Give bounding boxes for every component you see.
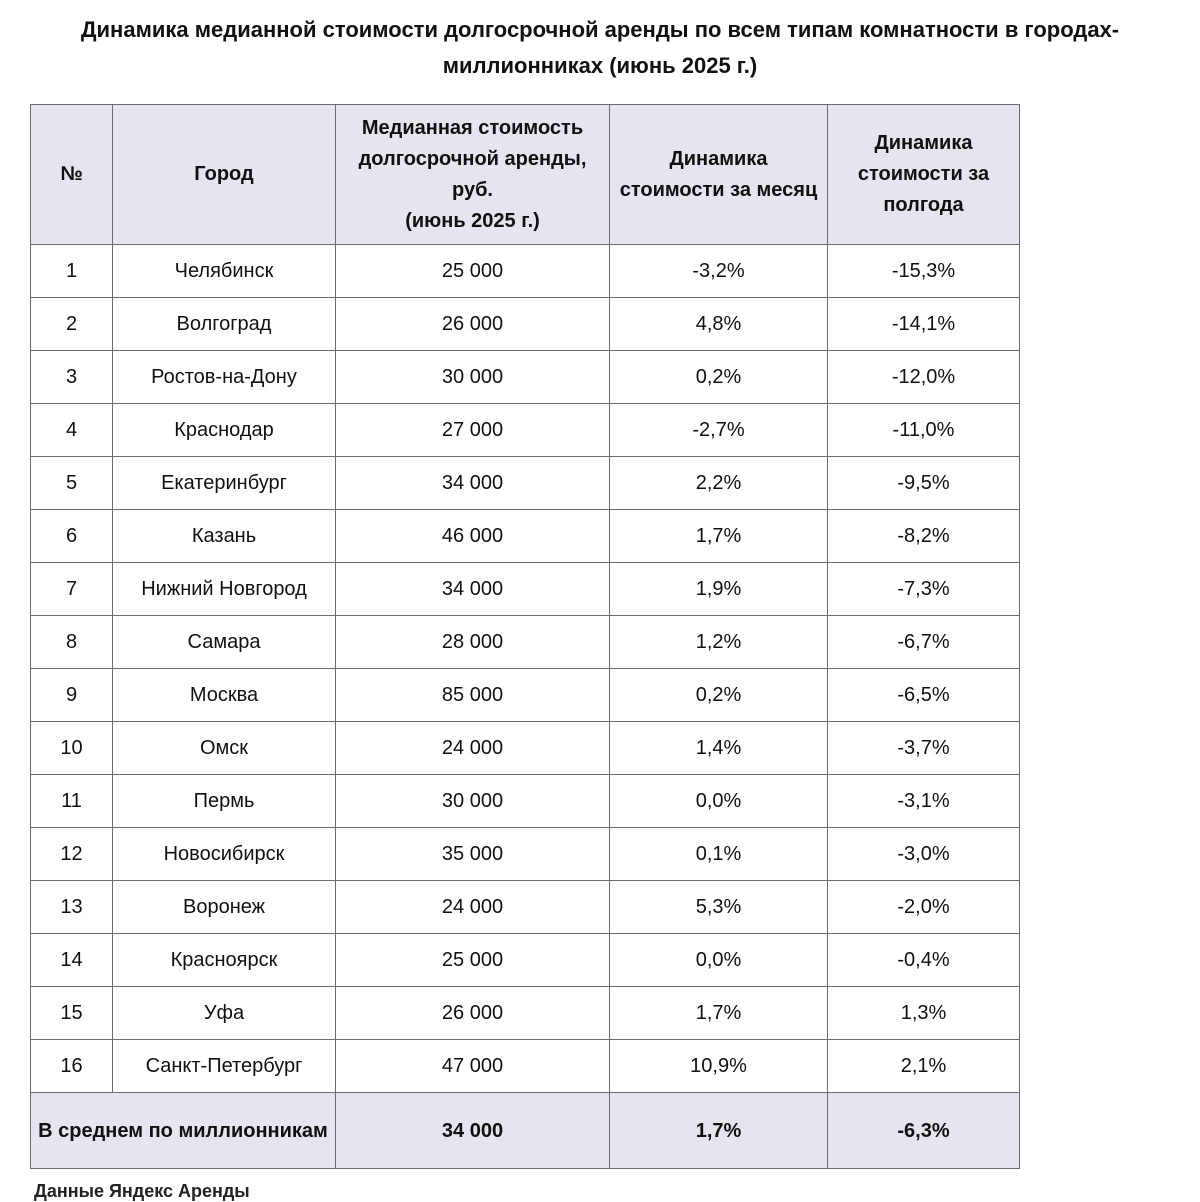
cell-number: 6 bbox=[31, 510, 113, 563]
cell-city: Самара bbox=[113, 616, 336, 669]
cell-number: 15 bbox=[31, 987, 113, 1040]
table-row bbox=[31, 457, 1020, 510]
cell-city: Воронеж bbox=[113, 881, 336, 934]
cell-month-dynamics: 0,0% bbox=[610, 775, 828, 828]
cell-city: Волгоград bbox=[113, 298, 336, 351]
cell-halfyear-dynamics: -0,4% bbox=[828, 934, 1020, 987]
cell-city: Пермь bbox=[113, 775, 336, 828]
table-row bbox=[31, 298, 1020, 351]
header-month-dynamics: Динамика стоимости за месяц bbox=[610, 105, 828, 245]
cell-month-dynamics: 0,0% bbox=[610, 934, 828, 987]
cell-price: 47 000 bbox=[336, 1040, 610, 1093]
cell-number: 16 bbox=[31, 1040, 113, 1093]
cell-halfyear-dynamics: 1,3% bbox=[828, 987, 1020, 1040]
table-row bbox=[31, 722, 1020, 775]
cell-price: 30 000 bbox=[336, 351, 610, 404]
cell-price: 27 000 bbox=[336, 404, 610, 457]
cell-halfyear-dynamics: -3,0% bbox=[828, 828, 1020, 881]
table-header-row bbox=[31, 105, 1020, 245]
cell-halfyear-dynamics: -2,0% bbox=[828, 881, 1020, 934]
table-row bbox=[31, 1040, 1020, 1093]
cell-number: 8 bbox=[31, 616, 113, 669]
cell-halfyear-dynamics: -9,5% bbox=[828, 457, 1020, 510]
cell-price: 26 000 bbox=[336, 987, 610, 1040]
cell-number: 4 bbox=[31, 404, 113, 457]
table-row bbox=[31, 245, 1020, 298]
cell-price: 28 000 bbox=[336, 616, 610, 669]
cell-halfyear-dynamics: -6,7% bbox=[828, 616, 1020, 669]
cell-month-dynamics: -2,7% bbox=[610, 404, 828, 457]
cell-price: 46 000 bbox=[336, 510, 610, 563]
table-row bbox=[31, 881, 1020, 934]
cell-number: 10 bbox=[31, 722, 113, 775]
cell-halfyear-dynamics: -6,5% bbox=[828, 669, 1020, 722]
table-row bbox=[31, 775, 1020, 828]
cell-city: Челябинск bbox=[113, 245, 336, 298]
cell-halfyear-dynamics: -11,0% bbox=[828, 404, 1020, 457]
rent-dynamics-table bbox=[30, 104, 1020, 1169]
cell-number: 3 bbox=[31, 351, 113, 404]
cell-month-dynamics: 1,2% bbox=[610, 616, 828, 669]
table-row bbox=[31, 987, 1020, 1040]
cell-month-dynamics: 1,7% bbox=[610, 987, 828, 1040]
cell-city: Нижний Новгород bbox=[113, 563, 336, 616]
table-row bbox=[31, 669, 1020, 722]
cell-number: 5 bbox=[31, 457, 113, 510]
header-city: Город bbox=[113, 105, 336, 245]
cell-number: 14 bbox=[31, 934, 113, 987]
cell-halfyear-dynamics: -12,0% bbox=[828, 351, 1020, 404]
cell-city: Санкт-Петербург bbox=[113, 1040, 336, 1093]
cell-month-dynamics: -3,2% bbox=[610, 245, 828, 298]
table-footer-row bbox=[31, 1093, 1020, 1169]
cell-number: 1 bbox=[31, 245, 113, 298]
cell-month-dynamics: 0,1% bbox=[610, 828, 828, 881]
cell-price: 25 000 bbox=[336, 245, 610, 298]
cell-month-dynamics: 5,3% bbox=[610, 881, 828, 934]
average-halfyear-dynamics: -6,3% bbox=[828, 1093, 1020, 1169]
cell-month-dynamics: 1,7% bbox=[610, 510, 828, 563]
cell-city: Омск bbox=[113, 722, 336, 775]
cell-month-dynamics: 1,4% bbox=[610, 722, 828, 775]
cell-number: 7 bbox=[31, 563, 113, 616]
table-row bbox=[31, 510, 1020, 563]
table-row bbox=[31, 563, 1020, 616]
cell-price: 34 000 bbox=[336, 563, 610, 616]
cell-price: 35 000 bbox=[336, 828, 610, 881]
cell-halfyear-dynamics: -7,3% bbox=[828, 563, 1020, 616]
cell-price: 24 000 bbox=[336, 722, 610, 775]
cell-halfyear-dynamics: 2,1% bbox=[828, 1040, 1020, 1093]
cell-price: 85 000 bbox=[336, 669, 610, 722]
header-halfyear-dynamics: Динамика стоимости за полгода bbox=[828, 105, 1020, 245]
average-label: В среднем по миллионникам bbox=[31, 1093, 336, 1169]
table-body bbox=[31, 245, 1020, 1093]
cell-price: 25 000 bbox=[336, 934, 610, 987]
cell-city: Уфа bbox=[113, 987, 336, 1040]
cell-city: Краснодар bbox=[113, 404, 336, 457]
cell-halfyear-dynamics: -15,3% bbox=[828, 245, 1020, 298]
cell-city: Москва bbox=[113, 669, 336, 722]
cell-number: 2 bbox=[31, 298, 113, 351]
cell-number: 9 bbox=[31, 669, 113, 722]
header-median-price: Медианная стоимость долгосрочной аренды, руб. (июнь 2025 г.) bbox=[336, 105, 610, 245]
page-title: Динамика медианной стоимости долгосрочной аренды по всем типам комнатности в городах- миллионниках (июнь 2025 г.) bbox=[80, 17, 1120, 78]
cell-month-dynamics: 10,9% bbox=[610, 1040, 828, 1093]
cell-month-dynamics: 2,2% bbox=[610, 457, 828, 510]
cell-city: Ростов-на-Дону bbox=[113, 351, 336, 404]
source-footnote: Данные Яндекс Аренды bbox=[34, 1181, 250, 1201]
cell-number: 11 bbox=[31, 775, 113, 828]
table-row bbox=[31, 616, 1020, 669]
cell-number: 12 bbox=[31, 828, 113, 881]
cell-halfyear-dynamics: -3,1% bbox=[828, 775, 1020, 828]
cell-month-dynamics: 0,2% bbox=[610, 351, 828, 404]
cell-city: Новосибирск bbox=[113, 828, 336, 881]
cell-price: 26 000 bbox=[336, 298, 610, 351]
cell-city: Красноярск bbox=[113, 934, 336, 987]
cell-city: Екатеринбург bbox=[113, 457, 336, 510]
average-price: 34 000 bbox=[336, 1093, 610, 1169]
cell-price: 30 000 bbox=[336, 775, 610, 828]
cell-city: Казань bbox=[113, 510, 336, 563]
cell-price: 24 000 bbox=[336, 881, 610, 934]
table-row bbox=[31, 828, 1020, 881]
cell-halfyear-dynamics: -8,2% bbox=[828, 510, 1020, 563]
cell-halfyear-dynamics: -3,7% bbox=[828, 722, 1020, 775]
average-month-dynamics: 1,7% bbox=[610, 1093, 828, 1169]
cell-number: 13 bbox=[31, 881, 113, 934]
table-row bbox=[31, 404, 1020, 457]
cell-halfyear-dynamics: -14,1% bbox=[828, 298, 1020, 351]
cell-price: 34 000 bbox=[336, 457, 610, 510]
table-row bbox=[31, 351, 1020, 404]
table-row bbox=[31, 934, 1020, 987]
cell-month-dynamics: 0,2% bbox=[610, 669, 828, 722]
cell-month-dynamics: 4,8% bbox=[610, 298, 828, 351]
header-number: № bbox=[31, 105, 113, 245]
cell-month-dynamics: 1,9% bbox=[610, 563, 828, 616]
